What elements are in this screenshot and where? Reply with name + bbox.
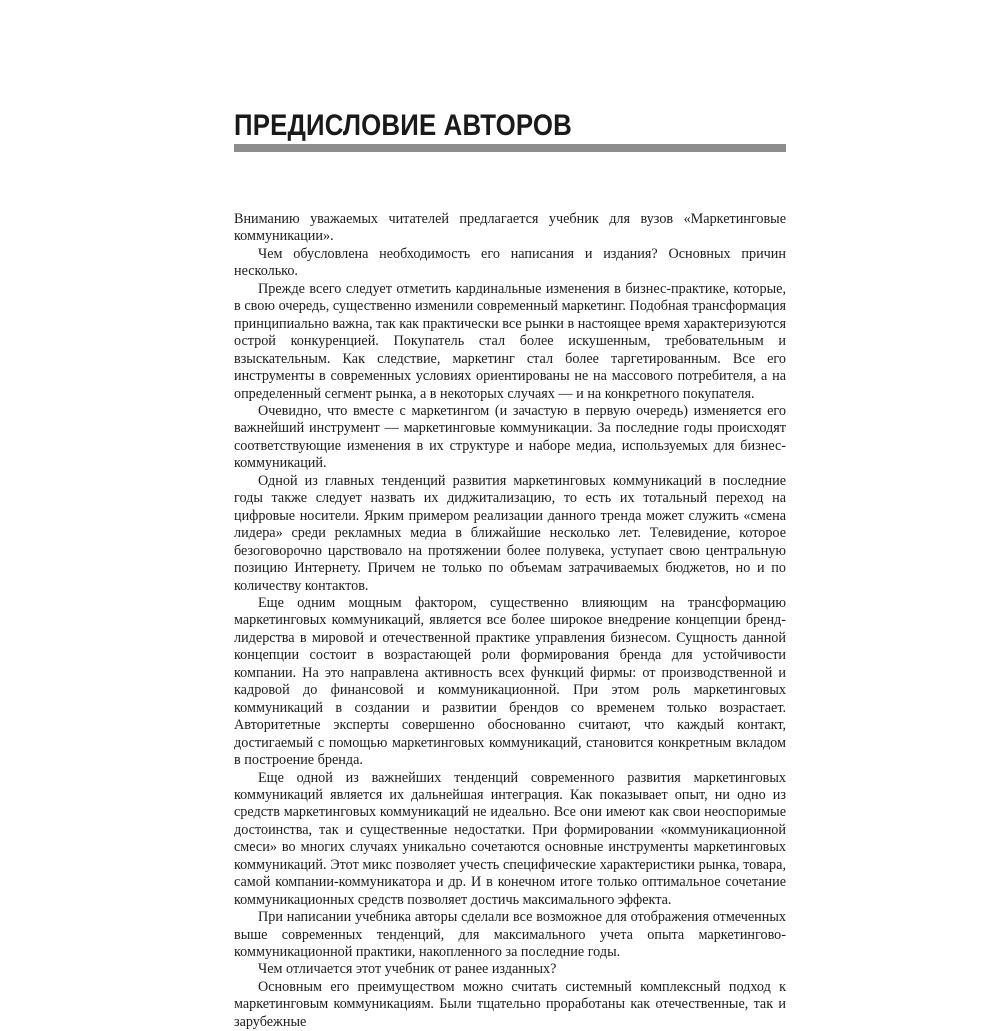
paragraph: Еще одним мощным фактором, существенно влияющим на трансформацию маркетинговых коммуникаций, является все более широкое внедрение концепции бренд-лидерства в мировой и отечественной практике управления бизнесом. Сущность данной концепции состоит в возрастающей роли формирования бренда для устойчивости компании. На это направлена активность всех функций фирмы: от производственной и кадровой до финансовой и коммуникационной. При этом роль маркетинговых коммуникаций в создании и развитии брендов со временем только возрастает. Авторитетные эксперты совершенно обоснованно считают, что каждый контакт, достигаемый с помощью маркетинговых коммуникаций, становится конкретным вкладом в построение бренда. [234,594,786,769]
paragraph: При написании учебника авторы сделали все возможное для отображения отмеченных выше современных тенденций, для максимального учета опыта маркетингово-коммуникационной практики, накопленного за последние годы. [234,909,786,961]
paragraph: Прежде всего следует отметить кардинальные изменения в бизнес-практике, которые, в свою очередь, существенно изменили современный маркетинг. Подобная трансформация принципиально важна, так как практически все рынки в настоящее время характеризуются острой конкуренцией. Покупатель стал более искушенным, требовательным и взыскательным. Как следствие, маркетинг стал более таргетированным. Все его инструменты в современных условиях ориентированы не на массового потребителя, а на определенный сегмент рынка, а в некоторых случаях — и на конкретного покупателя. [234,280,786,402]
title-rule [234,144,786,152]
body-text [234,211,786,1031]
paragraph: Еще одной из важнейших тенденций современного развития маркетинговых коммуникаций является их дальнейшая интеграция. Как показывает опыт, ни одно из средств маркетинговых коммуникаций не идеально. Все они имеют как свои неоспоримые достоинства, так и существенные недостатки. При формировании «коммуникационной смеси» во многих случаях уникально сочетаются основные инструменты маркетинговых коммуникаций. Этот микс позволяет учесть специфические характеристики рынка, товара, самой компании-коммуникатора и др. И в конечном итоге только оптимальное сочетание коммуникационных средств позволяет достичь максимального эффекта. [234,769,786,908]
paragraph: Вниманию уважаемых читателей предлагается учебник для вузов «Маркетинговые коммуникации». [234,211,786,245]
chapter-title: ПРЕДИСЛОВИЕ АВТОРОВ [234,109,572,142]
paragraph: Одной из главных тенденций развития маркетинговых коммуникаций в последние годы также следует назвать их диджитализацию, то есть их тотальный переход на цифровые носители. Ярким примером реализации данного тренда может служить «смена лидера» среди рекламных медиа в ближайшие несколько лет. Телевидение, которое безоговорочно царствовало на протяжении более полувека, уступает свою центральную позицию Интернету. Причем не только по объемам затрачиваемых бюджетов, но и по количеству контактов. [234,472,786,594]
paragraph: Основным его преимуществом можно считать системный комплексный подход к маркетинговым коммуникациям. Были тщательно проработаны как отечественные, так и зарубежные [234,978,786,1030]
paragraph: Чем отличается этот учебник от ранее изданных? [258,961,557,978]
paragraph: Чем обусловлена необходимость его написания и издания? Основных причин несколько. [234,245,786,280]
paragraph: Очевидно, что вместе с маркетингом (и зачастую в первую очередь) изменяется его важнейший инструмент — маркетинговые коммуникации. За последние годы происходят соответствующие изменения в их структуре и наборе медиа, используемых для бизнес-коммуникаций. [234,402,786,472]
